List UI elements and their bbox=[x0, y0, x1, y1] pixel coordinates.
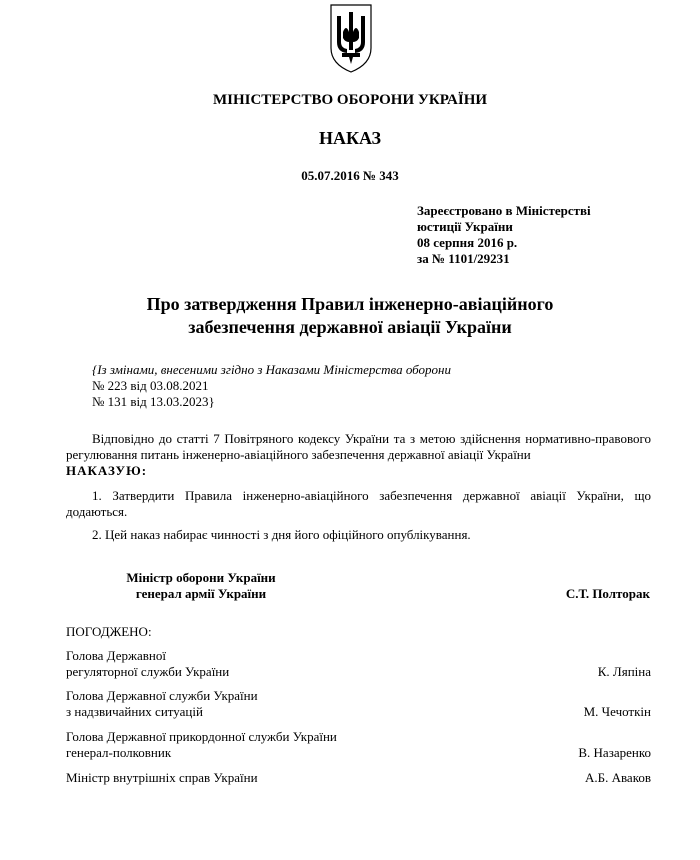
order-item-text: 2. Цей наказ набирає чинності з дня його офіційного опублікування. bbox=[92, 527, 471, 542]
intro-text: Відповідно до статті 7 Повітряного кодексу України та з метою здійснення нормативно-правового регулювання питань інженерно-авіаційного забезпечення державної авіації України bbox=[66, 431, 651, 462]
approver-row bbox=[66, 770, 651, 786]
approver-position: Голова Державної служби України bbox=[66, 688, 258, 703]
approver-name: А.Б. Аваков bbox=[584, 770, 651, 785]
amendments-line: {Із змінами, внесеними згідно з Наказами Міністерства оборони bbox=[92, 362, 451, 377]
signatory-title: Міністр оборони України bbox=[126, 570, 276, 585]
approver-name: М. Чечоткін bbox=[583, 704, 651, 719]
registration-block bbox=[417, 203, 591, 267]
ministry-name: МІНІСТЕРСТВО ОБОРОНИ УКРАЇНИ bbox=[212, 92, 488, 108]
approver-position: генерал-полковник bbox=[66, 745, 172, 760]
approver-position: Голова Державної прикордонної служби України bbox=[66, 729, 337, 744]
coat-of-arms-trident-icon bbox=[328, 2, 374, 74]
approver-name: В. Назаренко bbox=[578, 745, 651, 760]
registration-number: за № 1101/29231 bbox=[417, 251, 510, 266]
registration-date: 08 серпня 2016 р. bbox=[417, 235, 518, 250]
order-date-number: 05.07.2016 № 343 bbox=[301, 168, 399, 183]
signatory-rank: генерал армії України bbox=[135, 586, 267, 601]
approver-row bbox=[66, 729, 651, 761]
order-word: НАКАЗУЮ: bbox=[66, 463, 148, 478]
amendments-note bbox=[92, 362, 451, 410]
order-item-1 bbox=[66, 488, 651, 520]
amendments-line: № 223 від 03.08.2021 bbox=[92, 378, 209, 393]
registration-line: юстиції України bbox=[417, 219, 513, 234]
document-title bbox=[0, 293, 700, 339]
approver-row bbox=[66, 648, 651, 680]
document-type: НАКАЗ bbox=[318, 128, 382, 148]
approver-position: з надзвичайних ситуацій bbox=[66, 704, 203, 719]
order-item-2 bbox=[66, 527, 651, 543]
approver-position: регуляторної служби України bbox=[66, 664, 230, 679]
approver-row bbox=[66, 688, 651, 720]
signatory-position bbox=[66, 570, 336, 602]
approver-position: Голова Державної bbox=[66, 648, 166, 663]
registration-line: Зареєстровано в Міністерстві bbox=[417, 203, 591, 218]
amendments-line: № 131 від 13.03.2023} bbox=[92, 394, 215, 409]
title-line: Про затвердження Правил інженерно-авіаційного bbox=[146, 294, 554, 314]
approver-name: К. Ляпіна bbox=[597, 664, 651, 679]
title-line: забезпечення державної авіації України bbox=[188, 317, 512, 337]
signatory-name: С.Т. Полторак bbox=[565, 586, 650, 601]
intro-paragraph bbox=[66, 431, 651, 479]
agreed-label: ПОГОДЖЕНО: bbox=[66, 624, 152, 639]
approver-position: Міністр внутрішніх справ України bbox=[66, 770, 258, 785]
order-item-text: 1. Затвердити Правила інженерно-авіаційного забезпечення державної авіації України, що додаються. bbox=[66, 488, 651, 519]
